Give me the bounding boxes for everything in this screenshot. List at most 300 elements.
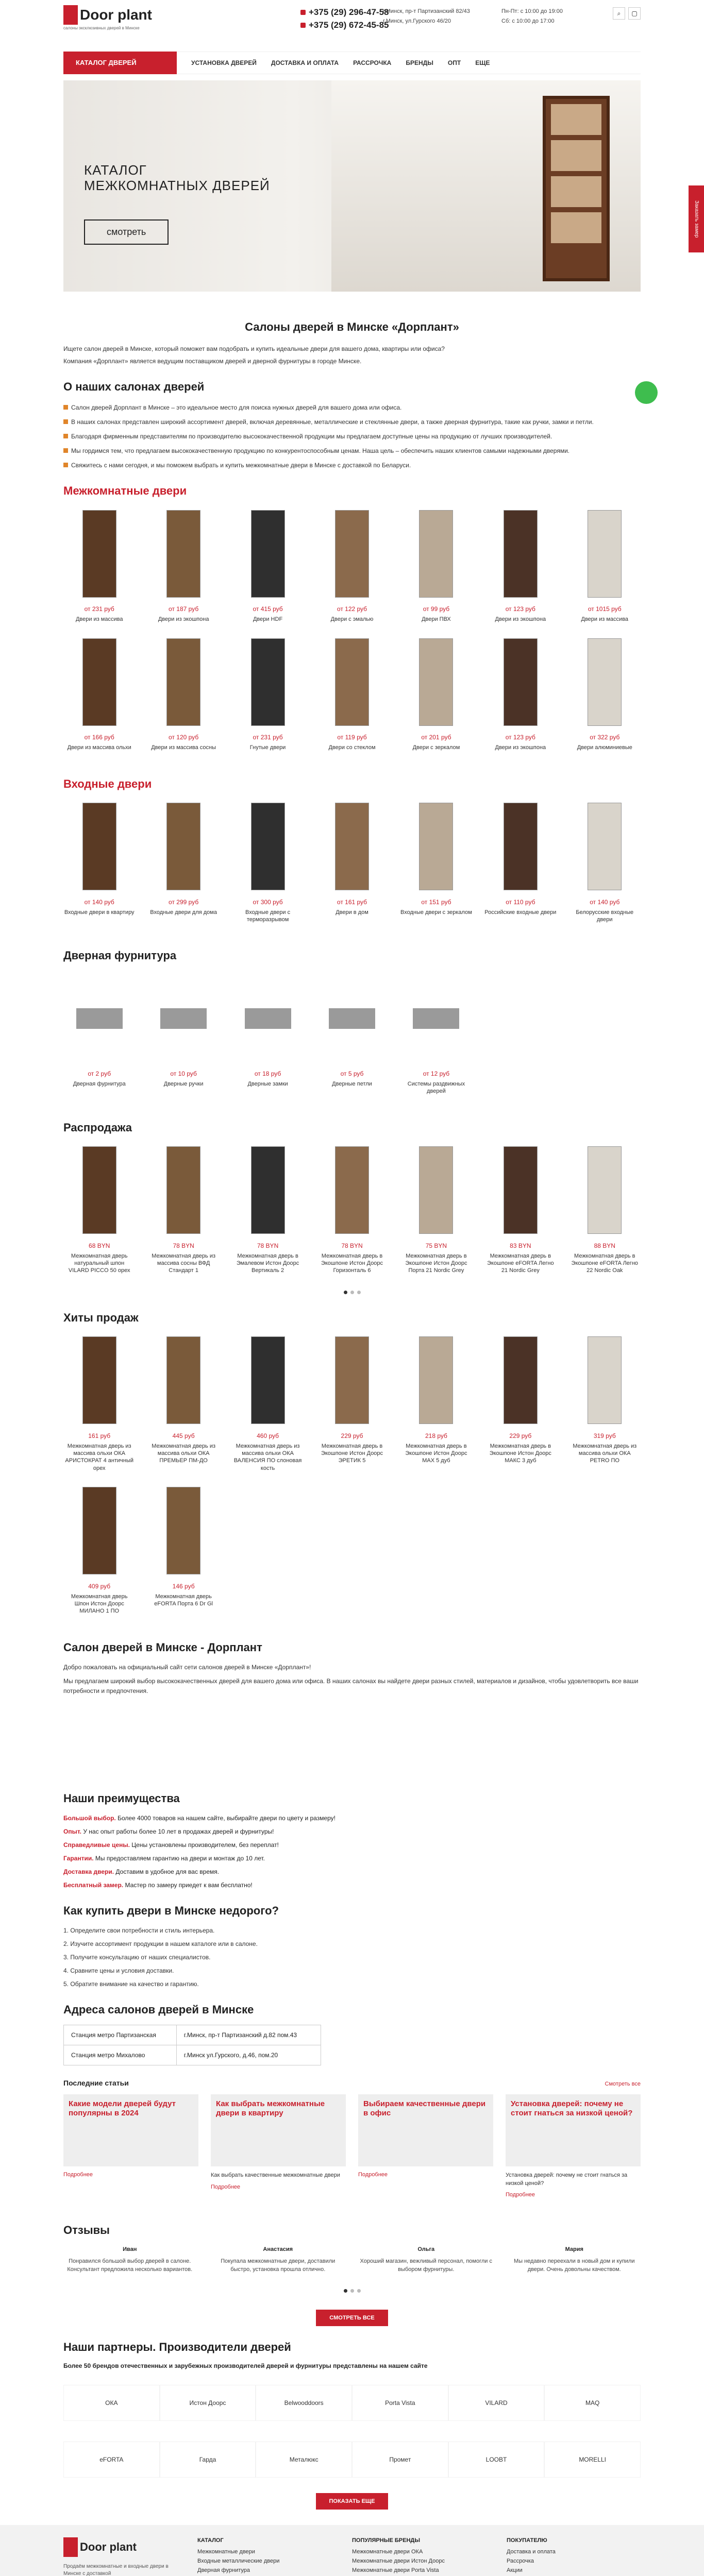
footer-brand-link[interactable]: Межкомнатные двери Истон Доорс [352, 2557, 445, 2564]
product-name[interactable]: Межкомнатная дверь в Экошпоне Истон Доорс Порта 21 Nordic Grey [405, 1252, 467, 1274]
article-card[interactable] [358, 2094, 493, 2198]
partners-more-button[interactable]: ПОКАЗАТЬ ЕЩЕ [316, 2493, 388, 2510]
article-title[interactable]: Как выбрать межкомнатные двери в квартиру [216, 2099, 325, 2118]
product-image[interactable] [484, 799, 556, 894]
partner-logo[interactable]: Металюкс [256, 2442, 352, 2478]
nav-installment[interactable]: РАССРОЧКА [353, 59, 392, 66]
product-card[interactable] [63, 634, 135, 751]
partners-title: Наши партнеры. Производители дверей [63, 2340, 291, 2353]
product-card[interactable] [400, 506, 472, 623]
review-author: Мария [565, 2246, 583, 2253]
product-image[interactable] [316, 1333, 388, 1428]
article-more-link[interactable]: Подробнее [211, 2183, 241, 2190]
product-price: от 140 руб [84, 898, 114, 906]
sale-slider-dots[interactable] [63, 1288, 641, 1296]
product-card[interactable] [484, 799, 556, 924]
entrance-doors-grid [63, 799, 641, 935]
article-text: Установка дверей: почему не стоит гнаться за низкой ценой? [506, 2172, 628, 2187]
product-card[interactable] [569, 634, 641, 751]
hardware-title[interactable]: Дверная фурнитура [63, 949, 177, 962]
product-price: 445 руб [172, 1432, 195, 1439]
product-name[interactable]: Двери из экошпона [158, 616, 209, 622]
product-card[interactable] [400, 1333, 472, 1472]
door-image [329, 1008, 375, 1029]
partner-logo[interactable]: MORELLI [544, 2442, 641, 2478]
door-image [82, 510, 116, 598]
product-image[interactable] [232, 1143, 304, 1238]
partner-logo[interactable]: MAQ [544, 2385, 641, 2421]
product-name[interactable]: Межкомнатная дверь из массива сосны ВФД Стандарт 1 [152, 1252, 216, 1274]
product-price: от 322 руб [590, 734, 620, 741]
partner-logo[interactable]: Гарда [160, 2442, 256, 2478]
phone-icon [300, 10, 306, 15]
product-card[interactable] [63, 506, 135, 623]
reviews-all-button[interactable]: СМОТРЕТЬ ВСЕ [316, 2310, 388, 2326]
feature-item: Свяжитесь с нами сегодня, и мы поможем выбрать и купить межкомнатные двери в Минске с доставкой по Беларуси. [63, 461, 641, 470]
product-card[interactable] [232, 1333, 304, 1472]
product-name[interactable]: Двери в дом [336, 909, 368, 916]
door-image [419, 1336, 453, 1424]
product-price: от 123 руб [505, 734, 535, 741]
product-image[interactable] [147, 1483, 219, 1579]
product-card[interactable] [63, 1333, 135, 1472]
product-name[interactable]: Двери из экошпона [495, 616, 546, 622]
product-card[interactable] [569, 506, 641, 623]
product-name[interactable]: Межкомнатная дверь из массива ольхи ОКА АРИСТОКРАТ 4 античный орех [65, 1443, 134, 1471]
product-image[interactable] [147, 1333, 219, 1428]
article-image[interactable] [63, 2094, 198, 2166]
product-image[interactable] [63, 1483, 135, 1579]
product-image[interactable] [316, 799, 388, 894]
product-card[interactable] [316, 634, 388, 751]
article-card[interactable] [506, 2094, 641, 2198]
articles-title: Последние статьи [63, 2079, 129, 2088]
product-image[interactable] [400, 799, 472, 894]
product-name[interactable]: Системы раздвижных дверей [407, 1081, 465, 1095]
howto-step: 4. Сравните цены и условия доставки. [63, 1967, 174, 1975]
product-price: 218 руб [425, 1432, 447, 1439]
product-price: от 415 руб [253, 605, 283, 613]
door-image [251, 638, 285, 726]
whatsapp-icon[interactable] [635, 381, 658, 404]
article-image[interactable] [358, 2094, 493, 2166]
product-card[interactable] [484, 506, 556, 623]
product-name[interactable]: Дверная фурнитура [73, 1081, 126, 1088]
benefit-label: Доставка двери. [63, 1868, 114, 1876]
review-text: Мы недавно переехали в новый дом и купили двери. Очень довольны качеством. [513, 2258, 635, 2273]
product-image[interactable] [484, 634, 556, 730]
footer-brand-link[interactable]: Межкомнатные двери ОКА [352, 2548, 423, 2555]
product-image[interactable] [400, 971, 472, 1066]
article-card[interactable] [63, 2094, 198, 2198]
feature-item: Мы гордимся тем, что предлагаем высококачественную продукцию по конкурентоспособным ценам. Наша цель – обеспечить наших клиентов самыми надежными дверями. [63, 446, 641, 455]
product-name[interactable]: Межкомнатная дверь в Экошпоне eFORTA Легно 22 Nordic Oak [571, 1252, 639, 1274]
door-image [251, 1146, 285, 1234]
product-name[interactable]: Межкомнатная дверь в Экошпоне Истон Доорс ЭРЕТИК 5 [321, 1443, 383, 1464]
bullet-icon [63, 448, 68, 453]
door-image [166, 638, 200, 726]
footer [0, 2525, 704, 2576]
product-image[interactable] [400, 634, 472, 730]
hero-banner [63, 80, 641, 292]
product-card[interactable] [232, 1143, 304, 1275]
product-name[interactable]: Межкомнатная дверь натуральный шпон VILARD PICCO 50 орех [68, 1252, 130, 1274]
article-card[interactable] [211, 2094, 346, 2198]
nav-wholesale[interactable]: ОПТ [447, 59, 461, 66]
product-name[interactable]: Двери со стеклом [328, 744, 376, 751]
partner-logo[interactable]: Промет [352, 2442, 448, 2478]
logo-mark [63, 2537, 78, 2557]
product-card[interactable] [63, 799, 135, 924]
product-price: от 231 руб [84, 605, 114, 613]
footer-buyer-link[interactable]: Доставка и оплата [507, 2548, 556, 2555]
product-name[interactable]: Двери ПВХ [422, 616, 451, 622]
door-image [82, 1487, 116, 1574]
article-more-link[interactable]: Подробнее [63, 2172, 93, 2178]
product-name[interactable]: Межкомнатная дверь Шпон Истон Доорс МИЛАНО 1 ПО [71, 1593, 128, 1615]
product-card[interactable] [569, 799, 641, 924]
product-name[interactable]: Межкомнатная дверь из массива ольхи ОКА PETRO ПО [573, 1443, 637, 1464]
feature-item: Салон дверей Дорплант в Минске – это идеальное место для поиска нужных дверей для вашего дома или офиса. [63, 403, 641, 412]
howto-steps [63, 1926, 641, 1989]
product-card[interactable] [316, 506, 388, 623]
product-price: от 110 руб [506, 898, 535, 906]
product-image[interactable] [400, 1333, 472, 1428]
articles-all-link[interactable]: Смотреть все [605, 2081, 641, 2088]
door-image [166, 1146, 200, 1234]
product-image[interactable] [569, 1143, 641, 1238]
product-name[interactable]: Дверные ручки [163, 1081, 204, 1088]
partner-logo[interactable]: LOOBT [448, 2442, 545, 2478]
product-price: от 2 руб [88, 1070, 111, 1078]
product-card[interactable] [63, 971, 135, 1095]
product-card[interactable] [400, 799, 472, 924]
product-name[interactable]: Входные двери в квартиру [64, 909, 135, 916]
footer-col-catalog [197, 2537, 331, 2576]
product-price: от 123 руб [505, 605, 535, 613]
product-image[interactable] [147, 971, 219, 1066]
product-card[interactable] [232, 634, 304, 751]
benefit-text: Более 4000 товаров на нашем сайте, выбирайте двери по цвету и размеру! [118, 1815, 336, 1822]
door-image [504, 638, 538, 726]
intro-text: Компания «Дорплант» является ведущим поставщиком дверей и дверной фурнитуры в городе Минске. [63, 358, 362, 365]
product-image[interactable] [316, 634, 388, 730]
product-name[interactable]: Межкомнатная дверь из массива ольхи ОКА ПРЕМЬЕР ПМ-ДО [152, 1443, 216, 1464]
product-price: 146 руб [172, 1582, 195, 1590]
product-card[interactable] [232, 799, 304, 924]
product-image[interactable] [232, 971, 304, 1066]
product-image[interactable] [63, 1333, 135, 1428]
sale-slider [63, 1143, 641, 1286]
product-card[interactable] [147, 1483, 219, 1615]
product-image[interactable] [569, 634, 641, 730]
benefit-label: Бесплатный замер. [63, 1882, 124, 1889]
banner-button[interactable]: смотреть [84, 219, 169, 245]
product-price: 83 BYN [510, 1242, 531, 1249]
product-name[interactable]: Двери с зеркалом [412, 744, 460, 751]
product-card[interactable] [316, 971, 388, 1095]
benefit-label: Большой выбор. [63, 1815, 116, 1822]
product-price: 409 руб [88, 1582, 111, 1590]
sale-title[interactable]: Распродажа [63, 1121, 132, 1134]
footer-brands-list [352, 2549, 486, 2576]
benefit-item [63, 1867, 641, 1876]
door-image [82, 803, 116, 890]
product-image[interactable] [63, 634, 135, 730]
product-name[interactable]: Межкомнатная дверь eFORTA Порта 6 Dr Gl [154, 1593, 213, 1607]
header-addresses [383, 8, 470, 28]
product-image[interactable] [63, 799, 135, 894]
product-price: от 300 руб [253, 898, 283, 906]
footer-catalog-link[interactable]: Входные металлические двери [197, 2557, 280, 2564]
benefit-item [63, 1814, 641, 1823]
article-more-link[interactable]: Подробнее [358, 2172, 388, 2178]
product-name[interactable]: Двери из массива ольхи [67, 744, 131, 751]
footer-buyers-title: ПОКУПАТЕЛЮ [507, 2537, 547, 2544]
banner-title: КАТАЛОГ МЕЖКОМНАТНЫХ ДВЕРЕЙ [84, 162, 270, 193]
review-text: Понравился большой выбор дверей в салоне. Консультант предложила несколько вариантов. [67, 2258, 193, 2273]
product-name[interactable]: Дверные петли [332, 1081, 372, 1088]
product-card[interactable] [484, 634, 556, 751]
product-image[interactable] [63, 506, 135, 601]
product-card[interactable] [147, 799, 219, 924]
product-image[interactable] [63, 1143, 135, 1238]
product-card[interactable] [147, 1143, 219, 1275]
product-card[interactable] [569, 1333, 641, 1472]
product-image[interactable] [484, 1333, 556, 1428]
logo-subtitle: салоны эксклюзивных дверей в Минске [63, 26, 140, 30]
product-price: 78 BYN [257, 1242, 279, 1249]
door-image [419, 510, 453, 598]
product-card[interactable] [316, 1143, 388, 1275]
door-image [504, 1146, 538, 1234]
partner-logo[interactable]: Belwooddoors [256, 2385, 352, 2421]
product-card[interactable] [232, 506, 304, 623]
product-price: 319 руб [593, 1432, 616, 1439]
product-name[interactable]: Дверные замки [247, 1081, 288, 1088]
product-card[interactable] [316, 799, 388, 924]
feature-item: Благодаря фирменным представителям по производителю высококачественной продукции мы предлагаем доступные цены на продукцию от лучших производителей. [63, 432, 641, 441]
door-image [588, 1146, 622, 1234]
bullet-icon [63, 405, 68, 410]
door-image [504, 803, 538, 890]
product-name[interactable]: Двери из массива [581, 616, 629, 622]
product-card[interactable] [147, 634, 219, 751]
product-image[interactable] [316, 971, 388, 1066]
partner-logo[interactable]: eFORTA [63, 2442, 160, 2478]
product-price: от 151 руб [421, 898, 451, 906]
product-name[interactable]: Межкомнатная дверь в Экошпоне eFORTA Легно 21 Nordic Grey [487, 1252, 554, 1274]
article-title[interactable]: Установка дверей: почему не стоит гнаться за низкой ценой? [511, 2099, 633, 2118]
partner-logo[interactable]: Истон Доорс [160, 2385, 256, 2421]
nav-brands[interactable]: БРЕНДЫ [406, 59, 433, 66]
product-name[interactable]: Входные двери с терморазрывом [245, 909, 291, 923]
product-image[interactable] [147, 506, 219, 601]
benefit-text: Доставим в удобное для вас время. [115, 1868, 220, 1876]
product-name[interactable]: Двери HDF [253, 616, 283, 622]
address-cell: г.Минск ул.Гурского, д.46, пом.20 [176, 2045, 321, 2065]
product-name[interactable]: Межкомнатная дверь в Эмалевом Истон Доорс Вертикаль 2 [236, 1252, 299, 1274]
door-image [82, 638, 116, 726]
footer-col-contacts [63, 2537, 177, 2576]
logo[interactable] [63, 5, 156, 31]
product-price: 68 BYN [89, 1242, 110, 1249]
howto-step: 5. Обратите внимание на качество и гарантию. [63, 1980, 199, 1988]
features [63, 403, 641, 470]
nav-install[interactable]: УСТАНОВКА ДВЕРЕЙ [191, 59, 257, 66]
header-hours [501, 8, 563, 28]
door-image [335, 638, 369, 726]
product-card[interactable] [232, 971, 304, 1095]
hits-title[interactable]: Хиты продаж [63, 1311, 139, 1324]
product-name[interactable]: Входные двери с зеркалом [400, 909, 472, 916]
review-text: Хороший магазин, вежливый персонал, помогли с выбором фурнитуры. [360, 2258, 492, 2273]
product-name[interactable]: Входные двери для дома [150, 909, 217, 916]
articles-list [63, 2094, 641, 2198]
product-image[interactable] [63, 971, 135, 1066]
bullet-icon [63, 434, 68, 438]
product-price: от 1015 руб [588, 605, 622, 613]
partner-logo[interactable]: VILARD [448, 2385, 545, 2421]
partner-logo[interactable]: ОКА [63, 2385, 160, 2421]
door-image [588, 1336, 622, 1424]
article-more-link[interactable]: Подробнее [506, 2192, 535, 2198]
footer-brand-link[interactable]: Межкомнатные двери Porta Vista [352, 2567, 439, 2573]
product-name[interactable]: Межкомнатная дверь в Экошпоне Истон Доорс МАКС 3 дуб [489, 1443, 551, 1464]
article-title[interactable]: Выбираем качественные двери в офис [363, 2099, 486, 2118]
product-image[interactable] [232, 1333, 304, 1428]
partners-row [63, 2385, 641, 2421]
product-price: от 99 руб [423, 605, 450, 613]
interior-doors-title[interactable]: Межкомнатные двери [63, 484, 187, 497]
interior-doors-grid [63, 506, 641, 763]
bullet-icon [63, 463, 68, 467]
door-image [166, 1487, 200, 1574]
product-card[interactable] [400, 634, 472, 751]
door-image [419, 1146, 453, 1234]
product-name[interactable]: Российские входные двери [484, 909, 557, 916]
footer-col-brands [352, 2537, 486, 2576]
partners-subtitle: Более 50 брендов отечественных и зарубежных производителей дверей и фурнитуры представлены на нашем сайте [63, 2362, 428, 2369]
benefit-label: Опыт. [63, 1828, 81, 1836]
product-image[interactable] [569, 799, 641, 894]
product-image[interactable] [484, 1143, 556, 1238]
metro-cell: Станция метро Михалово [64, 2045, 177, 2065]
header-phones [300, 7, 389, 33]
footer-catalog-link[interactable]: Дверная фурнитура [197, 2567, 250, 2573]
product-image[interactable] [147, 1143, 219, 1238]
product-image[interactable] [400, 506, 472, 601]
footer-buyer-link[interactable]: Акции [507, 2567, 523, 2573]
banner-door-image [543, 96, 610, 281]
phone-2[interactable]: +375 (29) 672-45-85 [300, 20, 389, 30]
benefit-item [63, 1840, 641, 1850]
product-name[interactable]: Межкомнатная дверь из массива ольхи ОКА ВАЛЕНСИЯ ПО слоновая кость [233, 1443, 302, 1471]
product-name[interactable]: Двери с эмалью [330, 616, 374, 622]
product-image[interactable] [147, 634, 219, 730]
article-image[interactable] [211, 2094, 346, 2166]
product-image[interactable] [232, 799, 304, 894]
product-image[interactable] [484, 506, 556, 601]
product-card[interactable] [147, 1333, 219, 1472]
product-image[interactable] [232, 634, 304, 730]
product-price: от 140 руб [590, 898, 620, 906]
review-card [360, 2245, 493, 2274]
hardware-grid [63, 971, 641, 1107]
hours-saturday: Сб: с 10:00 до 17:00 [501, 18, 555, 24]
door-image [504, 510, 538, 598]
product-card[interactable] [400, 1143, 472, 1275]
search-icon[interactable]: ⌕ [613, 7, 625, 20]
catalog-button[interactable]: КАТАЛОГ ДВЕРЕЙ [63, 52, 177, 74]
partner-logo[interactable]: Porta Vista [352, 2385, 448, 2421]
product-image[interactable] [316, 506, 388, 601]
footer-catalog-link[interactable]: Межкомнатные двери [197, 2548, 255, 2555]
footer-logo[interactable]: Door plant [63, 2537, 156, 2557]
product-price: 78 BYN [341, 1242, 363, 1249]
door-image [245, 1008, 291, 1029]
door-image [335, 1146, 369, 1234]
footer-buyers-list [507, 2549, 641, 2576]
cart-icon[interactable]: ▢ [628, 7, 641, 20]
product-image[interactable] [569, 506, 641, 601]
product-card[interactable] [147, 506, 219, 623]
table-row [64, 2025, 321, 2045]
article-image[interactable] [506, 2094, 641, 2166]
door-image [335, 803, 369, 890]
measure-side-button[interactable]: Заказать замер [689, 185, 704, 252]
product-name[interactable]: Двери из экошпона [495, 744, 546, 751]
phone-1[interactable]: +375 (29) 296-47-58 [300, 7, 389, 18]
product-price: 229 руб [509, 1432, 532, 1439]
product-card[interactable] [484, 1333, 556, 1472]
product-card[interactable] [316, 1333, 388, 1472]
product-name[interactable]: Гнутые двери [249, 744, 286, 751]
header [63, 0, 641, 52]
review-text: Покупала межкомнатные двери, доставили быстро, установка прошла отлично. [221, 2258, 336, 2273]
product-name[interactable]: Белорусские входные двери [576, 909, 634, 923]
product-image[interactable] [147, 799, 219, 894]
product-name[interactable]: Двери из массива сосны [151, 744, 216, 751]
product-image[interactable] [400, 1143, 472, 1238]
product-image[interactable] [316, 1143, 388, 1238]
door-image [419, 803, 453, 890]
product-name[interactable]: Межкомнатная дверь в Экошпоне Истон Доорс Горизонталь 6 [321, 1252, 383, 1274]
nav-more[interactable]: ЕЩЕ [475, 59, 490, 66]
entrance-doors-title[interactable]: Входные двери [63, 777, 152, 790]
product-card[interactable] [63, 1483, 135, 1615]
product-name[interactable]: Двери алюминиевые [577, 744, 632, 751]
reviews-dots[interactable] [63, 2286, 641, 2294]
door-image [251, 1336, 285, 1424]
product-image[interactable] [232, 506, 304, 601]
product-card[interactable] [63, 1143, 135, 1275]
product-card[interactable] [147, 971, 219, 1095]
product-price: от 161 руб [337, 898, 367, 906]
product-card[interactable] [400, 971, 472, 1095]
address-cell: г.Минск, пр-т Партизанский д.82 пом.43 [176, 2025, 321, 2045]
product-image[interactable] [569, 1333, 641, 1428]
howto-step: 2. Изучите ассортимент продукции в нашем каталоге или в салоне. [63, 1940, 258, 1948]
about-text [63, 1663, 641, 1697]
nav-delivery[interactable]: ДОСТАВКА И ОПЛАТА [271, 59, 339, 66]
footer-buyer-link[interactable]: Рассрочка [507, 2557, 534, 2564]
product-name[interactable]: Двери из массива [75, 616, 123, 622]
article-title[interactable]: Какие модели дверей будут популярны в 2024 [69, 2099, 176, 2118]
product-card[interactable] [569, 1143, 641, 1275]
product-card[interactable] [484, 1143, 556, 1275]
product-name[interactable]: Межкомнатная дверь в Экошпоне Истон Доорс МАХ 5 дуб [405, 1443, 467, 1464]
